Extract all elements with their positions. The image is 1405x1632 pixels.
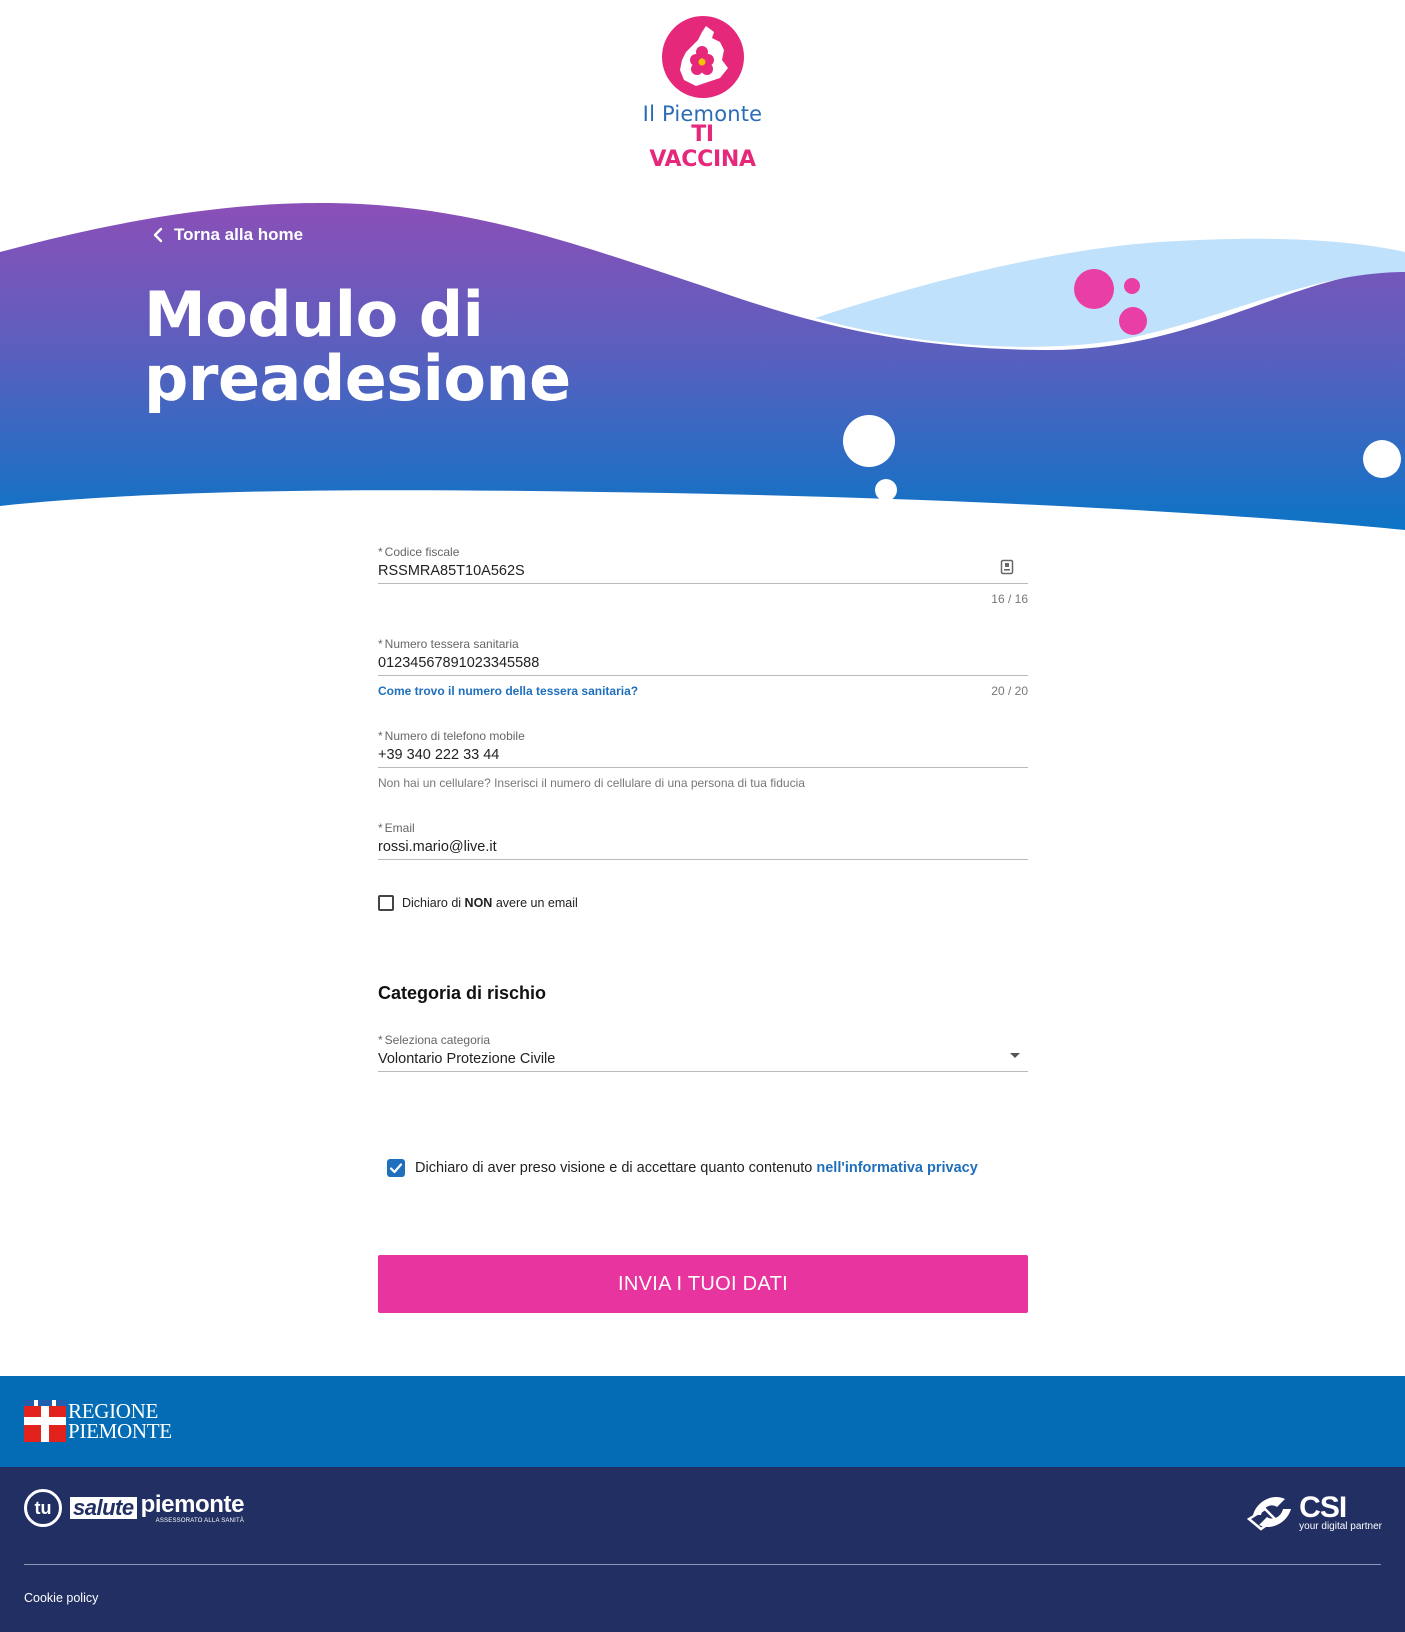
submit-button[interactable]: INVIA I TUOI DATI: [378, 1255, 1028, 1313]
categoria-select[interactable]: [378, 1033, 1028, 1072]
no-email-checkbox-row[interactable]: [378, 895, 578, 911]
categoria-label: Seleziona categoria: [384, 1033, 491, 1047]
telefono-input[interactable]: +39 340 222 33 44: [378, 747, 500, 763]
no-email-label: [402, 896, 578, 910]
required-mark: *: [378, 637, 383, 651]
tessera-input[interactable]: 01234567891023345588: [378, 655, 540, 671]
footer-main: [0, 1467, 1405, 1632]
no-email-checkbox[interactable]: [378, 895, 394, 911]
site-logo[interactable]: [637, 14, 768, 172]
chevron-left-icon: [150, 226, 168, 244]
tessera-label: Numero tessera sanitaria: [384, 637, 519, 651]
logo-text-line2: TI VACCINA: [649, 122, 756, 172]
email-input[interactable]: rossi.mario@live.it: [378, 839, 497, 855]
privacy-text: Dichiaro di aver preso visione e di accettare quanto contenuto: [415, 1160, 813, 1176]
privacy-link[interactable]: nell'informativa privacy: [816, 1160, 978, 1176]
piemonte-label: piemonte: [140, 1490, 245, 1518]
csi-logo[interactable]: [1247, 1489, 1382, 1535]
back-home-link[interactable]: [150, 225, 303, 245]
input-underline: [378, 859, 1028, 860]
dropdown-arrow-icon[interactable]: [1010, 1053, 1020, 1058]
codice-fiscale-label: Codice fiscale: [384, 545, 460, 559]
input-underline: [378, 1071, 1028, 1072]
back-home-label: Torna alla home: [174, 225, 304, 244]
email-field[interactable]: [378, 821, 1028, 860]
telefono-hint: Non hai un cellulare? Inserisci il numero di cellulare di una persona di tua fiducia: [378, 776, 805, 790]
no-email-bold: NON: [464, 896, 493, 910]
privacy-checkbox-row[interactable]: [387, 1159, 978, 1177]
codice-fiscale-field[interactable]: [378, 545, 1028, 608]
decor-bubble: [1124, 278, 1140, 294]
salute-piemonte-logo[interactable]: [24, 1489, 244, 1527]
privacy-checkbox[interactable]: [387, 1159, 405, 1177]
required-mark: *: [378, 729, 383, 743]
input-underline: [378, 767, 1028, 768]
cookie-policy-link[interactable]: Cookie policy: [24, 1591, 99, 1605]
codice-fiscale-input[interactable]: RSSMRA85T10A562S: [378, 563, 525, 579]
required-mark: *: [378, 1033, 383, 1047]
page-title: Modulo di preadesione: [144, 278, 571, 415]
decor-bubble: [1119, 307, 1147, 335]
regione-flag-icon: [24, 1400, 66, 1442]
telefono-label: Numero di telefono mobile: [384, 729, 525, 743]
telefono-field[interactable]: [378, 729, 1028, 792]
required-mark: *: [378, 545, 383, 559]
csi-name: CSI: [1299, 1490, 1347, 1524]
char-counter: 16 / 16: [991, 592, 1028, 606]
regione-line2: PIEMONTE: [68, 1419, 172, 1443]
salute-label: salute: [70, 1497, 137, 1519]
footer-regione-bar: [0, 1376, 1405, 1467]
regione-piemonte-logo[interactable]: [24, 1400, 172, 1442]
checkmark-icon: [387, 1159, 405, 1177]
regione-line1: REGIONE: [68, 1399, 159, 1423]
csi-tagline: your digital partner: [1299, 1520, 1382, 1532]
input-underline: [378, 675, 1028, 676]
tu-logo-icon: tu: [24, 1489, 62, 1527]
decor-bubble: [875, 479, 897, 501]
decor-bubble: [1363, 440, 1401, 478]
no-email-suffix: avere un email: [495, 896, 578, 910]
categoria-selected-value[interactable]: Volontario Protezione Civile: [378, 1051, 556, 1067]
email-label: Email: [384, 821, 415, 835]
csi-mark-icon: [1247, 1489, 1297, 1535]
no-email-prefix: Dichiaro di: [402, 896, 462, 910]
tessera-help-link[interactable]: Come trovo il numero della tessera sanitaria?: [378, 684, 639, 698]
section-title-categoria: Categoria di rischio: [378, 983, 547, 1003]
logo-text-line1: Il Piemonte: [642, 102, 763, 126]
footer-divider: [24, 1564, 1381, 1565]
assessorato-label: ASSESSORATO ALLA SANITÀ: [155, 1517, 245, 1524]
decor-bubble: [843, 415, 895, 467]
input-underline: [378, 583, 1028, 584]
id-card-icon[interactable]: [1000, 559, 1014, 575]
tessera-sanitaria-field[interactable]: [378, 637, 1028, 700]
piemonte-flower-icon: [662, 16, 744, 98]
required-mark: *: [378, 821, 383, 835]
decor-bubble: [1074, 269, 1114, 309]
char-counter: 20 / 20: [991, 684, 1028, 698]
